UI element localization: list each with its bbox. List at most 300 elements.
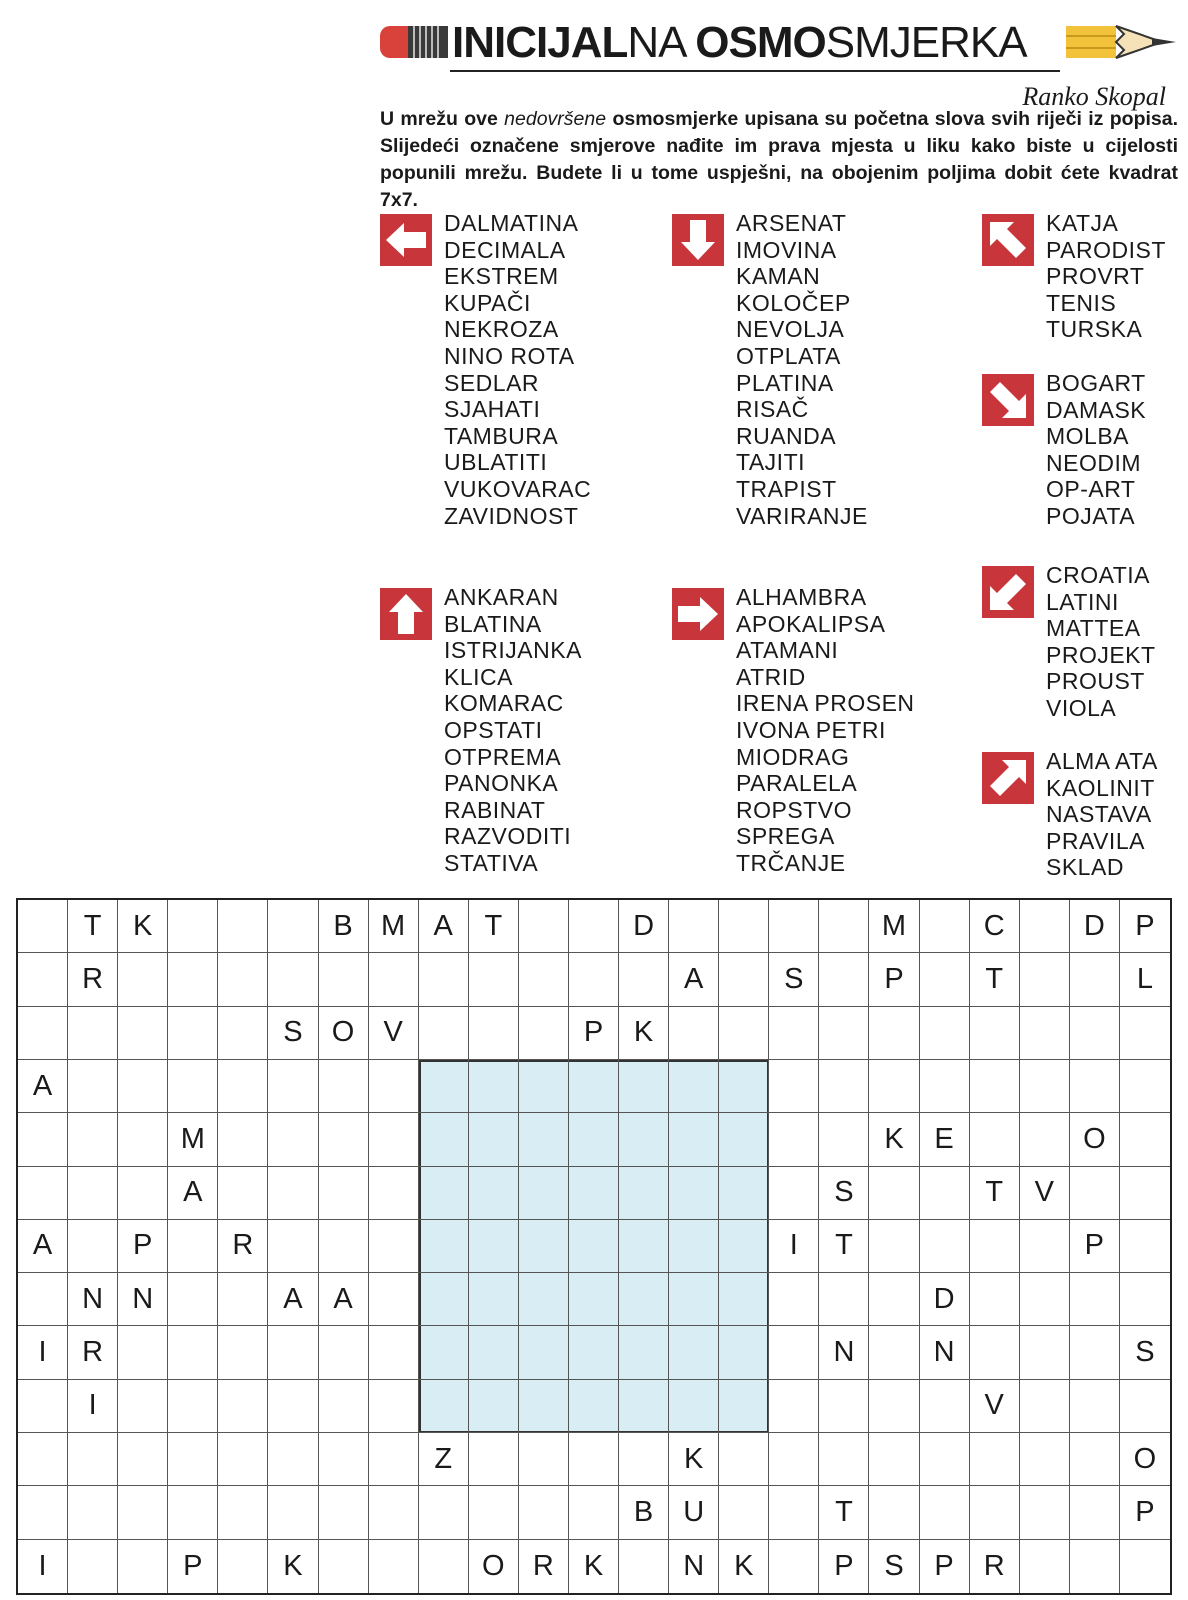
grid-cell[interactable]: A [18, 1220, 68, 1273]
grid-cell[interactable] [419, 1220, 469, 1273]
grid-cell[interactable] [719, 1486, 769, 1539]
grid-cell[interactable] [769, 1380, 819, 1433]
grid-cell[interactable] [819, 1060, 869, 1113]
grid-cell[interactable] [419, 1060, 469, 1113]
grid-cell[interactable] [569, 1060, 619, 1113]
grid-cell[interactable] [18, 1380, 68, 1433]
grid-cell[interactable] [1070, 1486, 1120, 1539]
grid-cell[interactable] [1120, 1273, 1170, 1326]
grid-cell[interactable] [419, 1540, 469, 1593]
grid-cell[interactable] [769, 1540, 819, 1593]
grid-cell[interactable] [970, 1113, 1020, 1166]
grid-cell[interactable]: P [869, 953, 919, 1006]
grid-cell[interactable]: M [369, 900, 419, 953]
grid-cell[interactable] [519, 1433, 569, 1486]
grid-cell[interactable] [218, 1273, 268, 1326]
grid-cell[interactable] [519, 1273, 569, 1326]
grid-cell[interactable] [319, 1380, 369, 1433]
grid-cell[interactable]: R [68, 953, 118, 1006]
grid-cell[interactable] [619, 1113, 669, 1166]
grid-cell[interactable] [719, 1433, 769, 1486]
grid-cell[interactable]: P [1120, 900, 1170, 953]
grid-cell[interactable] [719, 953, 769, 1006]
grid-cell[interactable] [920, 1007, 970, 1060]
grid-cell[interactable] [519, 953, 569, 1006]
grid-cell[interactable]: S [819, 1167, 869, 1220]
grid-cell[interactable] [319, 1486, 369, 1539]
grid-cell[interactable]: Z [419, 1433, 469, 1486]
grid-cell[interactable] [218, 953, 268, 1006]
grid-cell[interactable] [970, 1486, 1020, 1539]
grid-cell[interactable] [1020, 1380, 1070, 1433]
grid-cell[interactable] [168, 900, 218, 953]
grid-cell[interactable] [218, 1380, 268, 1433]
grid-cell[interactable] [819, 1113, 869, 1166]
grid-cell[interactable] [419, 1113, 469, 1166]
grid-cell[interactable] [469, 1326, 519, 1379]
grid-cell[interactable] [970, 1007, 1020, 1060]
grid-cell[interactable] [118, 1113, 168, 1166]
grid-cell[interactable] [168, 1380, 218, 1433]
grid-cell[interactable] [1020, 1060, 1070, 1113]
grid-cell[interactable] [218, 1007, 268, 1060]
grid-cell[interactable] [118, 1007, 168, 1060]
grid-cell[interactable] [469, 1113, 519, 1166]
grid-cell[interactable] [920, 1220, 970, 1273]
grid-cell[interactable]: M [869, 900, 919, 953]
grid-cell[interactable] [268, 1326, 318, 1379]
grid-cell[interactable] [218, 1486, 268, 1539]
grid-cell[interactable]: I [68, 1380, 118, 1433]
grid-cell[interactable] [18, 953, 68, 1006]
grid-cell[interactable] [369, 1380, 419, 1433]
grid-cell[interactable] [719, 1007, 769, 1060]
grid-cell[interactable] [369, 1326, 419, 1379]
grid-cell[interactable] [719, 1273, 769, 1326]
grid-cell[interactable] [1020, 1007, 1070, 1060]
grid-cell[interactable] [369, 1220, 419, 1273]
grid-cell[interactable] [218, 1167, 268, 1220]
grid-cell[interactable] [369, 1273, 419, 1326]
grid-cell[interactable] [920, 1060, 970, 1113]
grid-cell[interactable] [1120, 1060, 1170, 1113]
grid-cell[interactable]: V [369, 1007, 419, 1060]
grid-cell[interactable]: D [619, 900, 669, 953]
grid-cell[interactable] [1120, 1380, 1170, 1433]
grid-cell[interactable] [268, 1060, 318, 1113]
grid-cell[interactable]: P [118, 1220, 168, 1273]
grid-cell[interactable]: S [1120, 1326, 1170, 1379]
grid-cell[interactable]: P [569, 1007, 619, 1060]
grid-cell[interactable] [369, 1486, 419, 1539]
grid-cell[interactable] [118, 1540, 168, 1593]
grid-cell[interactable] [719, 1113, 769, 1166]
grid-cell[interactable] [719, 900, 769, 953]
grid-cell[interactable] [469, 953, 519, 1006]
grid-cell[interactable] [469, 1167, 519, 1220]
grid-cell[interactable] [869, 1380, 919, 1433]
grid-cell[interactable] [569, 1220, 619, 1273]
grid-cell[interactable]: K [619, 1007, 669, 1060]
grid-cell[interactable] [419, 1007, 469, 1060]
grid-cell[interactable]: T [970, 1167, 1020, 1220]
grid-cell[interactable] [268, 1113, 318, 1166]
grid-cell[interactable] [118, 1433, 168, 1486]
grid-cell[interactable] [1020, 1486, 1070, 1539]
grid-cell[interactable] [68, 1486, 118, 1539]
grid-cell[interactable] [469, 1486, 519, 1539]
grid-cell[interactable] [569, 1326, 619, 1379]
grid-cell[interactable] [569, 1273, 619, 1326]
grid-cell[interactable]: O [469, 1540, 519, 1593]
grid-cell[interactable] [18, 900, 68, 953]
grid-cell[interactable] [68, 1113, 118, 1166]
grid-cell[interactable] [519, 1326, 569, 1379]
grid-cell[interactable] [1020, 1220, 1070, 1273]
grid-cell[interactable]: B [319, 900, 369, 953]
grid-cell[interactable]: O [319, 1007, 369, 1060]
grid-cell[interactable]: N [118, 1273, 168, 1326]
grid-cell[interactable] [68, 1433, 118, 1486]
grid-cell[interactable] [218, 900, 268, 953]
grid-cell[interactable] [268, 1380, 318, 1433]
grid-cell[interactable] [920, 1486, 970, 1539]
grid-cell[interactable] [519, 1486, 569, 1539]
grid-cell[interactable] [168, 1060, 218, 1113]
grid-cell[interactable] [869, 1273, 919, 1326]
grid-cell[interactable] [319, 1167, 369, 1220]
grid-cell[interactable] [369, 953, 419, 1006]
grid-cell[interactable] [669, 900, 719, 953]
grid-cell[interactable] [769, 1486, 819, 1539]
grid-cell[interactable] [970, 1060, 1020, 1113]
grid-cell[interactable]: K [869, 1113, 919, 1166]
grid-cell[interactable] [519, 900, 569, 953]
grid-cell[interactable]: I [769, 1220, 819, 1273]
grid-cell[interactable] [168, 1220, 218, 1273]
grid-cell[interactable]: A [18, 1060, 68, 1113]
grid-cell[interactable] [218, 1433, 268, 1486]
grid-cell[interactable]: A [419, 900, 469, 953]
grid-cell[interactable]: A [168, 1167, 218, 1220]
grid-cell[interactable] [669, 1380, 719, 1433]
grid-cell[interactable]: P [819, 1540, 869, 1593]
grid-cell[interactable]: C [970, 900, 1020, 953]
grid-cell[interactable] [819, 1007, 869, 1060]
grid-cell[interactable] [218, 1540, 268, 1593]
grid-cell[interactable] [569, 1433, 619, 1486]
grid-cell[interactable] [18, 1273, 68, 1326]
grid-cell[interactable] [819, 1380, 869, 1433]
grid-cell[interactable] [168, 1273, 218, 1326]
grid-cell[interactable] [619, 1380, 669, 1433]
grid-cell[interactable] [319, 1060, 369, 1113]
grid-cell[interactable] [569, 953, 619, 1006]
grid-cell[interactable]: R [519, 1540, 569, 1593]
grid-cell[interactable] [619, 1433, 669, 1486]
grid-cell[interactable] [419, 1380, 469, 1433]
grid-cell[interactable]: P [1120, 1486, 1170, 1539]
grid-cell[interactable]: T [819, 1220, 869, 1273]
grid-cell[interactable]: V [1020, 1167, 1070, 1220]
grid-cell[interactable] [268, 1167, 318, 1220]
grid-cell[interactable] [319, 1326, 369, 1379]
grid-cell[interactable] [168, 953, 218, 1006]
grid-cell[interactable]: K [569, 1540, 619, 1593]
grid-cell[interactable]: R [218, 1220, 268, 1273]
grid-cell[interactable] [1120, 1007, 1170, 1060]
grid-cell[interactable] [319, 1113, 369, 1166]
grid-cell[interactable] [18, 1486, 68, 1539]
grid-cell[interactable] [970, 1273, 1020, 1326]
grid-cell[interactable] [1020, 1433, 1070, 1486]
grid-cell[interactable] [569, 1380, 619, 1433]
grid-cell[interactable] [669, 1273, 719, 1326]
grid-cell[interactable] [419, 1326, 469, 1379]
grid-cell[interactable]: A [268, 1273, 318, 1326]
grid-cell[interactable] [319, 1433, 369, 1486]
grid-cell[interactable] [1120, 1220, 1170, 1273]
grid-cell[interactable] [168, 1326, 218, 1379]
grid-cell[interactable] [920, 1433, 970, 1486]
grid-cell[interactable] [218, 1060, 268, 1113]
grid-cell[interactable] [619, 1167, 669, 1220]
grid-cell[interactable] [1070, 1433, 1120, 1486]
grid-cell[interactable] [118, 1380, 168, 1433]
grid-cell[interactable] [218, 1326, 268, 1379]
grid-cell[interactable]: K [669, 1433, 719, 1486]
grid-cell[interactable] [1020, 1273, 1070, 1326]
grid-cell[interactable] [569, 1167, 619, 1220]
grid-cell[interactable] [970, 1220, 1020, 1273]
grid-cell[interactable] [719, 1167, 769, 1220]
grid-cell[interactable]: K [719, 1540, 769, 1593]
grid-cell[interactable]: T [970, 953, 1020, 1006]
grid-cell[interactable] [970, 1326, 1020, 1379]
grid-cell[interactable] [1070, 1060, 1120, 1113]
grid-cell[interactable] [469, 1060, 519, 1113]
grid-cell[interactable] [1070, 1380, 1120, 1433]
grid-cell[interactable] [68, 1007, 118, 1060]
grid-cell[interactable]: K [118, 900, 168, 953]
grid-cell[interactable] [1020, 1540, 1070, 1593]
grid-cell[interactable]: P [920, 1540, 970, 1593]
grid-cell[interactable] [268, 953, 318, 1006]
grid-cell[interactable] [719, 1060, 769, 1113]
grid-cell[interactable]: R [970, 1540, 1020, 1593]
grid-cell[interactable] [869, 1167, 919, 1220]
grid-cell[interactable] [519, 1007, 569, 1060]
grid-cell[interactable] [469, 1007, 519, 1060]
grid-cell[interactable] [1120, 1167, 1170, 1220]
grid-cell[interactable]: P [1070, 1220, 1120, 1273]
grid-cell[interactable] [619, 1540, 669, 1593]
grid-cell[interactable] [18, 1113, 68, 1166]
grid-cell[interactable] [168, 1007, 218, 1060]
grid-cell[interactable] [869, 1326, 919, 1379]
grid-cell[interactable] [819, 953, 869, 1006]
grid-cell[interactable] [869, 1060, 919, 1113]
grid-cell[interactable]: S [769, 953, 819, 1006]
grid-cell[interactable] [419, 1486, 469, 1539]
grid-cell[interactable] [669, 1167, 719, 1220]
grid-cell[interactable]: S [869, 1540, 919, 1593]
grid-cell[interactable] [1020, 900, 1070, 953]
grid-cell[interactable] [319, 953, 369, 1006]
grid-cell[interactable] [268, 1486, 318, 1539]
grid-cell[interactable]: I [18, 1540, 68, 1593]
grid-cell[interactable]: N [819, 1326, 869, 1379]
grid-cell[interactable] [118, 1167, 168, 1220]
grid-cell[interactable] [369, 1433, 419, 1486]
grid-cell[interactable] [619, 953, 669, 1006]
grid-cell[interactable] [419, 1273, 469, 1326]
grid-cell[interactable] [669, 1007, 719, 1060]
grid-cell[interactable] [68, 1540, 118, 1593]
grid-cell[interactable]: A [669, 953, 719, 1006]
grid-cell[interactable] [319, 1540, 369, 1593]
grid-cell[interactable] [619, 1060, 669, 1113]
grid-cell[interactable]: O [1120, 1433, 1170, 1486]
grid-cell[interactable]: A [319, 1273, 369, 1326]
grid-cell[interactable] [68, 1167, 118, 1220]
grid-cell[interactable] [669, 1060, 719, 1113]
grid-cell[interactable] [519, 1167, 569, 1220]
grid-cell[interactable] [519, 1220, 569, 1273]
grid-cell[interactable] [769, 1273, 819, 1326]
grid-cell[interactable] [18, 1167, 68, 1220]
grid-cell[interactable] [1070, 1167, 1120, 1220]
grid-cell[interactable] [419, 953, 469, 1006]
grid-cell[interactable] [469, 1380, 519, 1433]
grid-cell[interactable] [1020, 1113, 1070, 1166]
grid-cell[interactable] [719, 1326, 769, 1379]
grid-cell[interactable] [869, 1007, 919, 1060]
grid-cell[interactable] [1020, 1326, 1070, 1379]
grid-cell[interactable] [769, 1113, 819, 1166]
grid-cell[interactable] [1070, 1540, 1120, 1593]
grid-cell[interactable]: E [920, 1113, 970, 1166]
grid-cell[interactable]: O [1070, 1113, 1120, 1166]
grid-cell[interactable] [268, 1433, 318, 1486]
grid-cell[interactable] [1070, 1007, 1120, 1060]
grid-cell[interactable]: S [268, 1007, 318, 1060]
grid-cell[interactable]: R [68, 1326, 118, 1379]
grid-cell[interactable] [1120, 1113, 1170, 1166]
grid-cell[interactable] [669, 1220, 719, 1273]
grid-cell[interactable] [18, 1007, 68, 1060]
grid-cell[interactable]: D [920, 1273, 970, 1326]
grid-cell[interactable]: L [1120, 953, 1170, 1006]
grid-cell[interactable] [68, 1060, 118, 1113]
grid-cell[interactable] [469, 1220, 519, 1273]
grid-cell[interactable] [819, 1273, 869, 1326]
grid-cell[interactable]: N [68, 1273, 118, 1326]
grid-cell[interactable] [619, 1326, 669, 1379]
grid-cell[interactable] [719, 1220, 769, 1273]
grid-cell[interactable] [920, 1167, 970, 1220]
grid-cell[interactable] [168, 1486, 218, 1539]
grid-cell[interactable]: I [18, 1326, 68, 1379]
grid-cell[interactable] [569, 900, 619, 953]
grid-cell[interactable] [118, 1326, 168, 1379]
grid-cell[interactable] [369, 1167, 419, 1220]
grid-cell[interactable] [970, 1433, 1020, 1486]
grid-cell[interactable] [669, 1326, 719, 1379]
grid-cell[interactable]: N [669, 1540, 719, 1593]
grid-cell[interactable] [118, 953, 168, 1006]
grid-cell[interactable] [519, 1380, 569, 1433]
grid-cell[interactable] [519, 1060, 569, 1113]
grid-cell[interactable]: D [1070, 900, 1120, 953]
grid-cell[interactable] [819, 900, 869, 953]
grid-cell[interactable] [68, 1220, 118, 1273]
grid-cell[interactable]: B [619, 1486, 669, 1539]
grid-cell[interactable] [268, 1220, 318, 1273]
grid-cell[interactable] [469, 1273, 519, 1326]
grid-cell[interactable] [369, 1060, 419, 1113]
grid-cell[interactable] [669, 1113, 719, 1166]
grid-cell[interactable] [1020, 953, 1070, 1006]
grid-cell[interactable]: K [268, 1540, 318, 1593]
grid-cell[interactable] [268, 900, 318, 953]
grid-cell[interactable] [218, 1113, 268, 1166]
grid-cell[interactable] [369, 1540, 419, 1593]
word-item: KOMARAC [444, 690, 564, 717]
grid-cell[interactable] [118, 1486, 168, 1539]
grid-cell[interactable] [819, 1433, 869, 1486]
grid-cell[interactable] [869, 1486, 919, 1539]
grid-cell[interactable] [419, 1167, 469, 1220]
grid-cell[interactable] [118, 1060, 168, 1113]
grid-cell[interactable] [569, 1113, 619, 1166]
grid-cell[interactable] [769, 1433, 819, 1486]
grid-cell[interactable] [569, 1486, 619, 1539]
grid-cell[interactable] [869, 1220, 919, 1273]
grid-cell[interactable] [920, 1380, 970, 1433]
grid-cell[interactable] [469, 1433, 519, 1486]
grid-cell[interactable] [519, 1113, 569, 1166]
grid-cell[interactable] [769, 1060, 819, 1113]
grid-cell[interactable]: U [669, 1486, 719, 1539]
grid-cell[interactable] [18, 1433, 68, 1486]
grid-cell[interactable] [1070, 1326, 1120, 1379]
grid-cell[interactable]: M [168, 1113, 218, 1166]
grid-cell[interactable]: T [469, 900, 519, 953]
grid-cell[interactable]: V [970, 1380, 1020, 1433]
grid-cell[interactable] [619, 1220, 669, 1273]
grid-cell[interactable] [920, 953, 970, 1006]
grid-cell[interactable] [869, 1433, 919, 1486]
grid-cell[interactable] [769, 1326, 819, 1379]
grid-cell[interactable] [769, 900, 819, 953]
grid-cell[interactable] [1070, 1273, 1120, 1326]
grid-cell[interactable] [168, 1433, 218, 1486]
grid-cell[interactable] [920, 900, 970, 953]
grid-cell[interactable]: P [168, 1540, 218, 1593]
grid-cell[interactable] [1070, 953, 1120, 1006]
grid-cell[interactable] [1120, 1540, 1170, 1593]
grid-cell[interactable] [719, 1380, 769, 1433]
grid-cell[interactable] [769, 1167, 819, 1220]
grid-cell[interactable] [369, 1113, 419, 1166]
grid-cell[interactable] [319, 1220, 369, 1273]
grid-cell[interactable]: T [819, 1486, 869, 1539]
grid-cell[interactable] [619, 1273, 669, 1326]
grid-cell[interactable]: T [68, 900, 118, 953]
grid-cell[interactable] [769, 1007, 819, 1060]
grid-cell[interactable]: N [920, 1326, 970, 1379]
